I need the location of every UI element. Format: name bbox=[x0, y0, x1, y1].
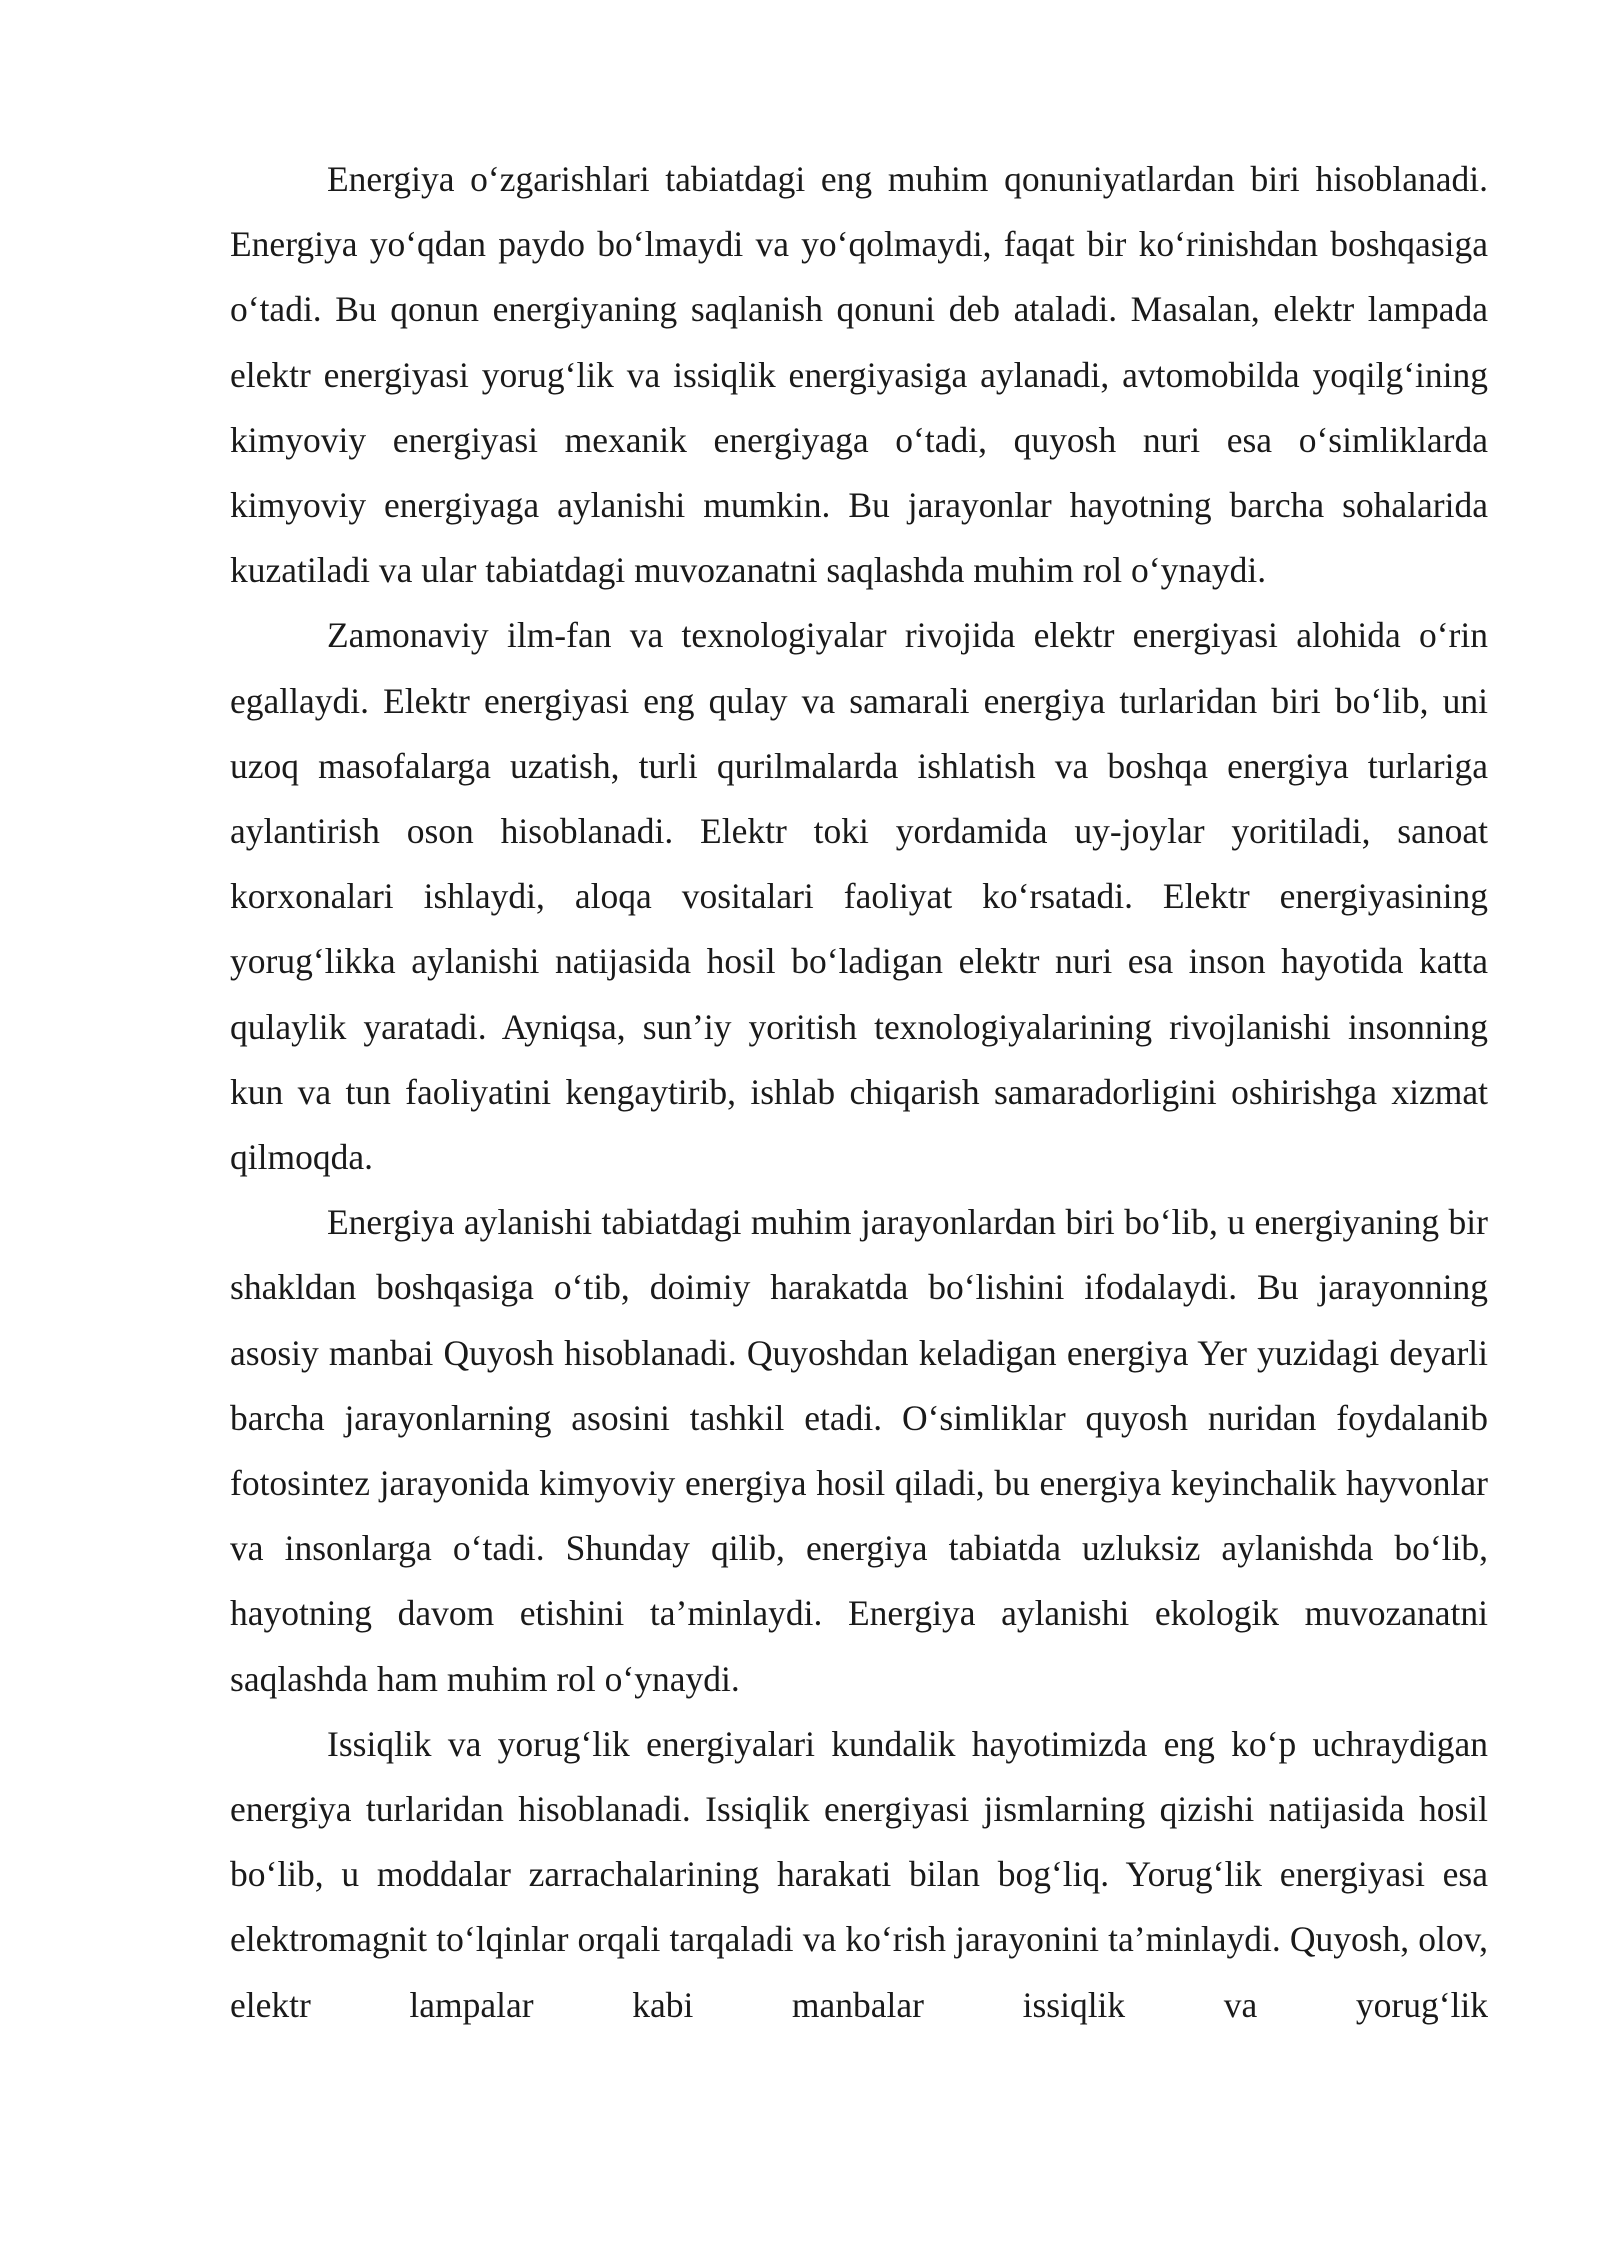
paragraph-heat-and-light: Issiqlik va yorug‘lik energiyalari kundalik hayotimizda eng ko‘p uchraydigan energiya turlaridan hisoblanadi. Issiqlik energiyasi jismlarning qizishi natijasida hosil bo‘lib, u moddalar zarrachalarining harakati bilan bog‘liq. Yorug‘lik energiyasi esa elektromagnit to‘lqinlar orqali tarqaladi va ko‘rish jarayonini ta’minlaydi. Quyosh, olov, elektr lampalar kabi manbalar issiqlik va yorug‘lik bbox=[230, 1723, 1488, 2025]
paragraph-energy-transformation: Energiya o‘zgarishlari tabiatdagi eng muhim qonuniyatlardan biri hisoblanadi. Energiya yo‘qdan paydo bo‘lmaydi va yo‘qolmaydi, faqat bir ko‘rinishdan boshqasiga o‘tadi. Bu qonun energiyaning saqlanish qonuni deb ataladi. Masalan, elektr lampada elektr energiyasi yorug‘lik va issiqlik energiyasiga aylanadi, avtomobilda yoqilg‘ining kimyoviy energiyasi mexanik energiyaga o‘tadi, quyosh nuri esa o‘simliklarda kimyoviy energiyaga aylanishi mumkin. Bu jarayonlar hayotning barcha sohalarida kuzatiladi va ular tabiatdagi muvozanatni saqlashda muhim rol o‘ynaydi. bbox=[230, 159, 1488, 591]
paragraph-energy-cycle: Energiya aylanishi tabiatdagi muhim jarayonlardan biri bo‘lib, u energiyaning bir shakldan boshqasiga o‘tib, doimiy harakatda bo‘lishini ifodalaydi. Bu jarayonning asosiy manbai Quyosh hisoblanadi. Quyoshdan keladigan energiya Yer yuzidagi deyarli barcha jarayonlarning asosini tashkil etadi. O‘simliklar quyosh nuridan foydalanib fotosintez jarayonida kimyoviy energiya hosil qiladi, bu energiya keyinchalik hayvonlar va insonlarga o‘tadi. Shunday qilib, energiya tabiatda uzluksiz aylanishda bo‘lib, hayotning davom etishini ta’minlaydi. Energiya aylanishi ekologik muvozanatni saqlashda ham muhim rol o‘ynaydi. bbox=[230, 1202, 1488, 1699]
document-body bbox=[230, 147, 1488, 2038]
paragraph-electric-energy: Zamonaviy ilm-fan va texnologiyalar rivojida elektr energiyasi alohida o‘rin egallaydi. Elektr energiyasi eng qulay va samarali energiya turlaridan biri bo‘lib, uni uzoq masofalarga uzatish, turli qurilmalarda ishlatish va boshqa energiya turlariga aylantirish oson hisoblanadi. Elektr toki yordamida uy-joylar yoritiladi, sanoat korxonalari ishlaydi, aloqa vositalari faoliyat ko‘rsatadi. Elektr energiyasining yorug‘likka aylanishi natijasida hosil bo‘ladigan elektr nuri esa inson hayotida katta qulaylik yaratadi. Ayniqsa, sun’iy yoritish texnologiyalarining rivojlanishi insonning kun va tun faoliyatini kengaytirib, ishlab chiqarish samaradorligini oshirishga xizmat qilmoqda. bbox=[230, 615, 1488, 1178]
